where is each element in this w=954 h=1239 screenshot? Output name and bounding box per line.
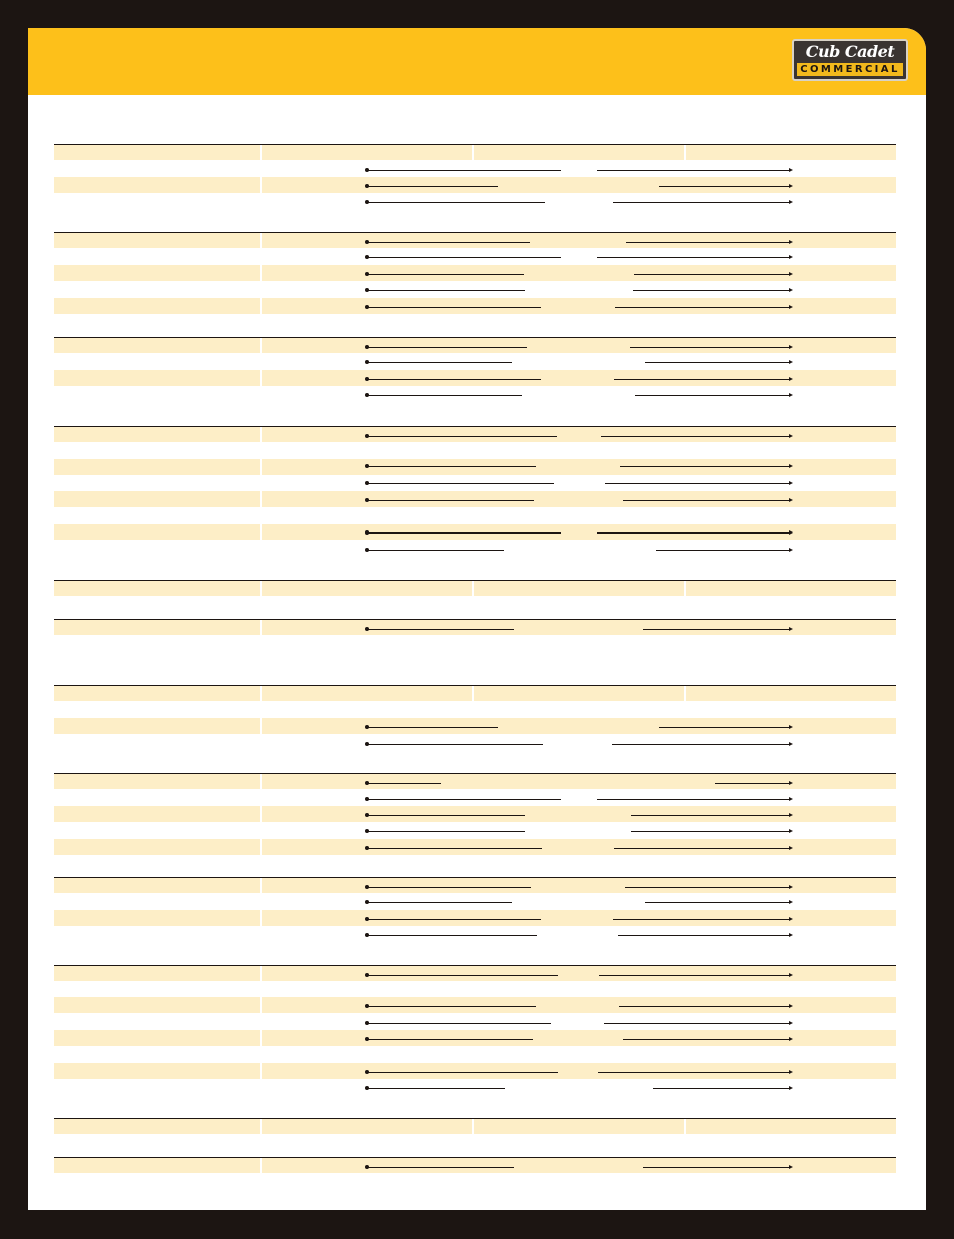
spec-row (54, 1030, 896, 1046)
column-divider (260, 581, 262, 596)
range-arrow-left (367, 532, 561, 533)
column-divider (260, 427, 262, 442)
range-arrow-left (367, 274, 524, 275)
range-arrow-left (367, 257, 561, 258)
column-divider (472, 145, 474, 160)
section-header-row (54, 144, 896, 160)
range-arrow-left (367, 483, 554, 484)
column-divider (260, 233, 262, 248)
column-divider (260, 966, 262, 981)
spec-row (54, 822, 896, 838)
spec-row (54, 893, 896, 909)
column-divider (260, 1030, 262, 1046)
range-arrow-left (367, 436, 557, 437)
range-arrow-right (631, 815, 791, 816)
spec-row (54, 248, 896, 264)
range-arrow-left (367, 170, 561, 171)
range-arrow-left (367, 815, 525, 816)
section-header-row (54, 619, 896, 635)
column-divider (260, 265, 262, 281)
column-divider (260, 1063, 262, 1079)
range-arrow-left (367, 629, 514, 630)
range-arrow-right (614, 379, 791, 380)
spec-row (54, 997, 896, 1013)
range-arrow-left (367, 744, 543, 745)
spec-row (54, 790, 896, 806)
column-divider (260, 298, 262, 314)
column-divider (260, 1158, 262, 1173)
spec-row (54, 161, 896, 177)
range-arrow-left (367, 186, 498, 187)
range-arrow-right (659, 186, 791, 187)
column-divider (260, 806, 262, 822)
range-arrow-left (367, 935, 537, 936)
section-header-row (54, 337, 896, 353)
spec-row (54, 491, 896, 507)
range-arrow-left (367, 902, 512, 903)
range-arrow-left (367, 831, 525, 832)
column-divider (260, 620, 262, 635)
column-divider (472, 581, 474, 596)
spec-row (54, 735, 896, 751)
range-arrow-right (614, 848, 791, 849)
section-header-row (54, 426, 896, 442)
range-arrow-right (659, 727, 791, 728)
spec-row (54, 839, 896, 855)
range-arrow-left (367, 1088, 505, 1089)
column-divider (260, 338, 262, 353)
range-arrow-right (597, 799, 791, 800)
section-header-row (54, 773, 896, 789)
spec-row (54, 386, 896, 402)
spec-row (54, 541, 896, 557)
range-arrow-right (631, 831, 791, 832)
range-arrow-left (367, 362, 512, 363)
range-arrow-left (367, 395, 522, 396)
range-arrow-right (643, 1167, 791, 1168)
logo-wordmark: Cub Cadet (805, 42, 895, 61)
range-arrow-right (645, 902, 791, 903)
range-arrow-right (604, 1023, 791, 1024)
range-arrow-left (367, 242, 530, 243)
range-arrow-right (601, 436, 791, 437)
logo-subtitle: COMMERCIAL (797, 63, 903, 76)
spec-row (54, 1079, 896, 1095)
column-divider (260, 524, 262, 540)
range-arrow-right (625, 887, 791, 888)
range-arrow-right (630, 347, 791, 348)
column-divider (260, 145, 262, 160)
column-divider (472, 686, 474, 701)
column-divider (260, 177, 262, 193)
range-arrow-left (367, 848, 542, 849)
column-divider (260, 686, 262, 701)
spec-row (54, 1063, 896, 1079)
range-arrow-right (656, 550, 791, 551)
range-arrow-left (367, 727, 498, 728)
column-divider (260, 718, 262, 734)
range-arrow-right (633, 290, 791, 291)
spec-row (54, 265, 896, 281)
range-arrow-left (367, 550, 504, 551)
spec-row (54, 1014, 896, 1030)
range-arrow-left (367, 500, 534, 501)
range-arrow-right (615, 307, 791, 308)
range-arrow-right (643, 629, 791, 630)
range-arrow-right (613, 919, 791, 920)
range-arrow-right (623, 500, 791, 501)
range-arrow-left (367, 799, 561, 800)
range-arrow-right (597, 170, 791, 171)
spec-row (54, 926, 896, 942)
column-divider (472, 1119, 474, 1134)
column-divider (260, 774, 262, 789)
spec-row (54, 718, 896, 734)
column-divider (260, 910, 262, 926)
section-header-row (54, 580, 896, 596)
range-arrow-right (613, 202, 791, 203)
range-arrow-right (612, 744, 791, 745)
spec-row (54, 298, 896, 314)
range-arrow-left (367, 347, 527, 348)
spec-table (28, 28, 926, 1210)
range-arrow-right (597, 532, 791, 533)
section-header-row (54, 685, 896, 701)
range-arrow-left (367, 466, 536, 467)
section-header-row (54, 877, 896, 893)
column-divider (260, 878, 262, 893)
range-arrow-right (626, 242, 791, 243)
range-arrow-left (367, 1039, 533, 1040)
column-divider (260, 491, 262, 507)
range-arrow-left (367, 290, 525, 291)
spec-row (54, 370, 896, 386)
range-arrow-right (653, 1088, 791, 1089)
column-divider (260, 839, 262, 855)
range-arrow-left (367, 1072, 558, 1073)
range-arrow-left (367, 919, 541, 920)
range-arrow-right (619, 1006, 791, 1007)
spec-row (54, 806, 896, 822)
range-arrow-left (367, 887, 531, 888)
column-divider (260, 459, 262, 475)
column-divider (684, 686, 686, 701)
range-arrow-right (605, 483, 791, 484)
column-divider (684, 145, 686, 160)
range-arrow-right (597, 257, 791, 258)
section-header-row (54, 1157, 896, 1173)
range-arrow-left (367, 975, 558, 976)
spec-row (54, 193, 896, 209)
range-arrow-right (618, 935, 791, 936)
column-divider (684, 581, 686, 596)
range-arrow-left (367, 783, 441, 784)
range-arrow-right (620, 466, 791, 467)
range-arrow-left (367, 202, 545, 203)
range-arrow-left (367, 307, 541, 308)
range-arrow-right (645, 362, 791, 363)
column-divider (260, 370, 262, 386)
column-divider (260, 997, 262, 1013)
column-divider (684, 1119, 686, 1134)
spec-row (54, 910, 896, 926)
spec-row (54, 281, 896, 297)
spec-sheet (28, 28, 926, 1210)
range-arrow-right (599, 975, 791, 976)
spec-row (54, 353, 896, 369)
range-arrow-right (623, 1039, 791, 1040)
range-arrow-left (367, 1006, 536, 1007)
range-arrow-left (367, 1023, 551, 1024)
section-header-row (54, 1118, 896, 1134)
range-arrow-right (634, 274, 791, 275)
range-arrow-left (367, 1167, 514, 1168)
range-arrow-right (715, 783, 791, 784)
column-divider (260, 1119, 262, 1134)
range-arrow-right (598, 1072, 791, 1073)
section-header-row (54, 965, 896, 981)
range-arrow-left (367, 379, 541, 380)
range-arrow-right (635, 395, 791, 396)
section-header-row (54, 232, 896, 248)
spec-row (54, 177, 896, 193)
